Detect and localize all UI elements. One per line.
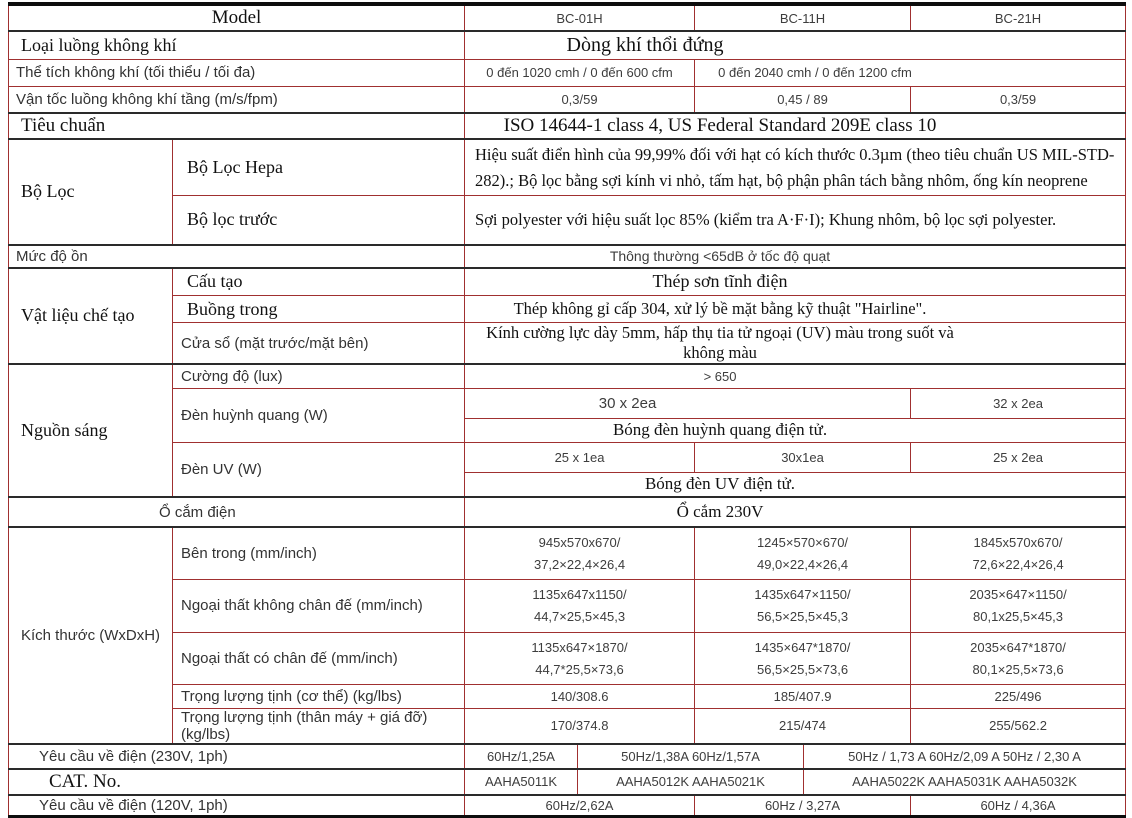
row-standard — [9, 113, 1126, 139]
filter-hepa-value: Hiệu suất điển hình của 99,99% đối với hạt có kích thước 0.3µm (theo tiêu chuẩn US MIL-STD-282).; Bộ lọc bằng sợi kính vi nhỏ, tấm hạt, bộ phận phân tách bằng nhôm, ống kín neoprene — [465, 139, 1126, 196]
row-light-intensity — [9, 364, 1126, 388]
dim-internal-label: Bên trong (mm/inch) — [173, 527, 465, 579]
air-velocity-bc11h: 0,45 / 89 — [695, 86, 911, 113]
dim-ext-no-stand-label: Ngoại thất không chân đế (mm/inch) — [173, 579, 465, 632]
airflow-type-label: Loại luồng không khí — [9, 31, 465, 59]
row-net-weight-body — [9, 684, 1126, 708]
filter-pre-value: Sợi polyester với hiệu suất lọc 85% (kiểm tra A·F·I); Khung nhôm, bộ lọc sợi polyester. — [465, 196, 1126, 245]
dim-internal-bc21h: 1845x570x670/ 72,6×22,4×26,4 — [911, 527, 1126, 579]
row-filter-hepa — [9, 139, 1126, 196]
dim-ext-with-stand-bc01h: 1135x647×1870/ 44,7*25,5×73,6 — [465, 632, 695, 684]
row-air-velocity — [9, 86, 1126, 113]
standard-value: ISO 14644-1 class 4, US Federal Standard 209E class 10 — [465, 113, 1126, 139]
air-velocity-bc21h: 0,3/59 — [911, 86, 1126, 113]
cat-no-bc11h: AAHA5012K AAHA5021K — [578, 769, 804, 795]
power-230-bc01h: 60Hz/1,25A — [465, 744, 578, 769]
power-120-bc01h: 60Hz/2,62A — [465, 795, 695, 817]
light-intensity-value: > 650 — [465, 364, 1126, 388]
net-weight-body-bc01h: 140/308.6 — [465, 684, 695, 708]
light-fluorescent-bc21h: 32 x 2ea — [911, 388, 1126, 418]
row-net-weight-stand — [9, 708, 1126, 744]
dim-ext-with-stand-bc11h: 1435×647*1870/ 56,5×25,5×73,6 — [695, 632, 911, 684]
material-window-label: Cửa sổ (mặt trước/mặt bên) — [173, 323, 465, 365]
row-dim-internal — [9, 527, 1126, 579]
material-chamber-value: Thép không gỉ cấp 304, xử lý bề mặt bằng kỹ thuật "Hairline". — [465, 296, 1126, 323]
row-light-uv — [9, 442, 1126, 472]
noise-label: Mức độ ồn — [9, 245, 465, 268]
air-volume-bc11h-bc21h: 0 đến 2040 cmh / 0 đến 1200 cfm — [695, 59, 1126, 86]
dimensions-group-label: Kích thước (WxDxH) — [9, 527, 173, 744]
air-volume-bc01h: 0 đến 1020 cmh / 0 đến 600 cfm — [465, 59, 695, 86]
dim-ext-with-stand-label: Ngoại thất có chân đế (mm/inch) — [173, 632, 465, 684]
row-power-120 — [9, 795, 1126, 817]
model-bc01h: BC-01H — [465, 4, 695, 31]
light-uv-bc21h: 25 x 2ea — [911, 442, 1126, 472]
power-230-bc21h: 50Hz / 1,73 A 60Hz/2,09 A 50Hz / 2,30 A — [804, 744, 1126, 769]
row-filter-pre — [9, 196, 1126, 245]
cat-no-bc01h: AAHA5011K — [465, 769, 578, 795]
air-velocity-label: Vận tốc luồng không khí tầng (m/s/fpm) — [9, 86, 465, 113]
power-120-bc21h: 60Hz / 4,36A — [911, 795, 1126, 817]
light-fluorescent-note: Bóng đèn huỳnh quang điện tử. — [465, 418, 1126, 442]
standard-label: Tiêu chuẩn — [9, 113, 465, 139]
material-window-value: Kính cường lực dày 5mm, hấp thụ tia tử ngoại (UV) màu trong suốt và không màu — [465, 323, 1126, 365]
row-outlet — [9, 497, 1126, 527]
material-structure-value: Thép sơn tĩnh điện — [465, 268, 1126, 296]
air-volume-label: Thể tích không khí (tối thiểu / tối đa) — [9, 59, 465, 86]
light-group-label: Nguồn sáng — [9, 364, 173, 497]
outlet-value: Ổ cắm 230V — [465, 497, 1126, 527]
model-row-label: Model — [9, 4, 465, 31]
row-material-window — [9, 323, 1126, 365]
filter-group-label: Bộ Lọc — [9, 139, 173, 245]
light-uv-label: Đèn UV (W) — [173, 442, 465, 497]
material-group-label: Vật liệu chế tạo — [9, 268, 173, 365]
row-power-230 — [9, 744, 1126, 769]
net-weight-body-bc11h: 185/407.9 — [695, 684, 911, 708]
outlet-label: Ổ cắm điện — [9, 497, 465, 527]
cat-no-bc21h: AAHA5022K AAHA5031K AAHA5032K — [804, 769, 1126, 795]
light-uv-bc11h: 30x1ea — [695, 442, 911, 472]
row-air-volume — [9, 59, 1126, 86]
dim-internal-bc11h: 1245×570×670/ 49,0×22,4×26,4 — [695, 527, 911, 579]
row-model — [9, 4, 1126, 31]
model-bc11h: BC-11H — [695, 4, 911, 31]
dim-ext-no-stand-bc21h: 2035×647×1150/ 80,1x25,5×45,3 — [911, 579, 1126, 632]
row-noise — [9, 245, 1126, 268]
net-weight-stand-label: Trọng lượng tịnh (thân máy + giá đỡ) (kg/lbs) — [173, 708, 465, 744]
power-120-label: Yêu cầu về điện (120V, 1ph) — [9, 795, 465, 817]
filter-hepa-label: Bộ Lọc Hepa — [173, 139, 465, 196]
cat-no-label: CAT. No. — [9, 769, 465, 795]
net-weight-body-bc21h: 225/496 — [911, 684, 1126, 708]
light-uv-note: Bóng đèn UV điện tử. — [465, 472, 1126, 497]
power-230-bc11h: 50Hz/1,38A 60Hz/1,57A — [578, 744, 804, 769]
row-dim-ext-no-stand — [9, 579, 1126, 632]
noise-value: Thông thường <65dB ở tốc độ quạt — [465, 245, 1126, 268]
row-cat-no — [9, 769, 1126, 795]
dim-ext-no-stand-bc01h: 1135x647x1150/ 44,7×25,5×45,3 — [465, 579, 695, 632]
spec-table — [8, 2, 1126, 818]
row-dim-ext-with-stand — [9, 632, 1126, 684]
row-airflow-type — [9, 31, 1126, 59]
filter-pre-label: Bộ lọc trước — [173, 196, 465, 245]
dim-ext-with-stand-bc21h: 2035×647*1870/ 80,1×25,5×73,6 — [911, 632, 1126, 684]
light-fluorescent-bc01h-bc11h: 30 x 2ea — [465, 388, 911, 418]
material-chamber-label: Buồng trong — [173, 296, 465, 323]
light-fluorescent-label: Đèn huỳnh quang (W) — [173, 388, 465, 442]
material-structure-label: Cấu tạo — [173, 268, 465, 296]
light-uv-bc01h: 25 x 1ea — [465, 442, 695, 472]
light-intensity-label: Cường độ (lux) — [173, 364, 465, 388]
row-material-chamber — [9, 296, 1126, 323]
power-230-label: Yêu cầu về điện (230V, 1ph) — [9, 744, 465, 769]
air-velocity-bc01h: 0,3/59 — [465, 86, 695, 113]
dim-internal-bc01h: 945x570x670/ 37,2×22,4×26,4 — [465, 527, 695, 579]
airflow-type-value: Dòng khí thổi đứng — [465, 31, 1126, 59]
model-bc21h: BC-21H — [911, 4, 1126, 31]
row-material-structure — [9, 268, 1126, 296]
dim-ext-no-stand-bc11h: 1435x647×1150/ 56,5×25,5×45,3 — [695, 579, 911, 632]
power-120-bc11h: 60Hz / 3,27A — [695, 795, 911, 817]
net-weight-stand-bc01h: 170/374.8 — [465, 708, 695, 744]
row-light-fluorescent — [9, 388, 1126, 418]
net-weight-stand-bc21h: 255/562.2 — [911, 708, 1126, 744]
net-weight-body-label: Trọng lượng tịnh (cơ thể) (kg/lbs) — [173, 684, 465, 708]
net-weight-stand-bc11h: 215/474 — [695, 708, 911, 744]
